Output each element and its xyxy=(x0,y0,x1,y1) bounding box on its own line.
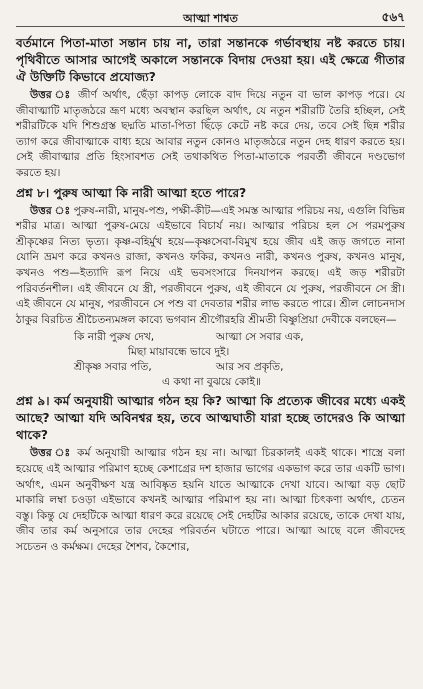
question-continuation: বর্তমানে পিতা-মাতা সন্তান চায় না, তারা সন্তানকে গর্ভাবস্থায় নষ্ট করতে চায়। পৃথিবীতে আসার আগেই অকালে সন্তানকে বিদায় দেওয়া হয়। এই ক্ষেত্রে গীতার ঐ উক্তিটি কিভাবে প্রযোজ্য? xyxy=(16,36,405,84)
question-9: প্রশ্ন ৯। কর্ম অনুযায়ী আত্মার গঠন হয় কি? আত্মা কি প্রত্যেক জীবের মধ্যে একই আছে? আত্মা যদি অবিনশ্বর হয়, তবে আত্মঘাতী যারা হচ্ছে তাদেরও কি আত্মা থাকে? xyxy=(16,394,405,443)
answer-label: উত্তর ঃ xyxy=(30,89,73,101)
answer-label: উত্তর ঃ xyxy=(30,447,72,460)
verse-half: কি নারী পুরুষ দেখ, xyxy=(74,331,155,344)
answer-paragraph-3 xyxy=(16,446,405,555)
answer-paragraph-2 xyxy=(16,204,405,329)
verse-line xyxy=(16,345,405,360)
running-title: আত্মা শাশ্বত xyxy=(183,12,238,25)
verse-refrain: মিছা মায়াবন্ধে ভাবে দুই। xyxy=(128,346,230,359)
answer-text: জীর্ণ অর্থাৎ, ছেঁড়া কাপড় লোকে বাদ দিয়ে নতুন বা ভাল কাপড় পরে। যে জীবাত্মাটি মাতৃজঠরে ভ্রূণ মধ্যে অবস্থান করছিল অর্থাৎ, যে নতুন শরীরটি তৈরি হচ্ছিল, সেই শরীরটিকে যদি শিশুগ্রস্ত ছদ্মতি মাতা-পিতা ছিঁড়ে কেটে নষ্ট করে দেয়, তবে সেই ছিন্ন শরীর ত্যাগ করে জীবাত্মাকে বাধ্য হয়ে আবার নতুন কোনও মাতৃজঠরে নতুন দেহ ধারণ করতে হয়। সেই জীবাত্মার প্রতি হিংসাবশত সেই তথাকথিত পিতা-মাতাকে পরবর্তী জীবনে দণ্ডভোগ করতে হয়। xyxy=(16,89,405,179)
verse-half: আত্মা সে সবার এক, xyxy=(216,331,304,344)
answer-text: পুরুষ-নারী, মানুষ-পশু, পক্ষী-কীট—এই সমস্ত আত্মার পরিচয় নয়, এগুলি বিভিন্ন শরীর মাত্র। আত্মা পুরুষ-মেয়ে এইভাবে বিচার্য নয়। আত্মার পরিচয় হল সে পরমপুরুষ শ্রীকৃষ্ণের নিত্য ভৃত্য। কৃষ্ণ-বহির্মুখ হয়ে—কৃষ্ণসেবা-বিমুখ হয়ে জীব এই জড় জগতে নানা যোনি ভ্রমণ করে কখনও রাজা, কখনও ফকির, কখনও নারী, কখনও পুরুষ, কখনও মানুষ, কখনও পশু—ইত্যাদি রূপ নিয়ে এই ভবসংসারে দিনযাপন করছে। এই জড় শরীরটা পরিবর্তনশীল। এই জীবনে যে স্ত্রী, পরজীবনে পুরুষ, এই জীবনে যে পুরুষ, পরজীবনে সে স্ত্রী। এই জীবনে যে মানুষ, পরজীবনে সে পশু বা দেবতার শরীর লাভ করতে পারে। শ্রীল লোচনদাস ঠাকুর বিরচিত শ্রীচৈতন্যমঙ্গল কাব্যে ভগবান শ্রীগৌরহরি শ্রীমতী বিষ্ণুপ্রিয়া দেবীকে বলছেন— xyxy=(16,204,405,326)
page-number: ৫৬৭ xyxy=(381,10,405,24)
answer-paragraph-1 xyxy=(16,88,405,182)
verse-line xyxy=(16,375,405,390)
answer-text: কর্ম অনুযায়ী আত্মার গঠন হয় না। আত্মা চিরকালই একই থাকে। শাস্ত্রে বলা হয়েছে এই আত্মার পরিমাণ হচ্ছে কেশাগ্রের দশ হাজার ভাগের একভাগ করে তার একটি ভাগ। অর্থাৎ, এমন অনুবীক্ষণ যন্ত্র আবিষ্কৃত হয়নি যাতে আত্মাকে দেখা যাবে। আত্মা বড় ছোট মাকারি লম্বা চওড়া এইভাবে কখনই আত্মার পরিমাপ হয় না। আত্মা চিৎকণা অর্থাৎ, চেতন বস্তু। কিন্তু যে দেহটিকে আত্মা ধারণ করে রয়েছে সেই দেহটির আকার রয়েছে, তাকে দেখা যায়, জীব তার কর্ম অনুসারে তার দেহের পরিবর্তন ঘটাতে পারে। আত্মা আছে বলে জীবদেহ সচেতন ও কর্মক্ষম। দেহের শৈশব, কৈশোর, xyxy=(16,447,405,553)
verse-block xyxy=(16,330,405,390)
verse-line xyxy=(16,330,405,345)
verse-refrain: এ কথা না বুঝয়ে কোই॥ xyxy=(162,376,261,389)
verse-half: আর সব প্রকৃতি, xyxy=(216,361,284,374)
question-8: প্রশ্ন ৮। পুরুষ আত্মা কি নারী আত্মা হতে পারে? xyxy=(16,185,247,200)
verse-half: শ্রীকৃষ্ণ সবার পতি, xyxy=(74,361,152,374)
answer-label: উত্তর ঃ xyxy=(30,204,71,217)
page-header xyxy=(16,8,405,27)
verse-line xyxy=(16,360,405,375)
